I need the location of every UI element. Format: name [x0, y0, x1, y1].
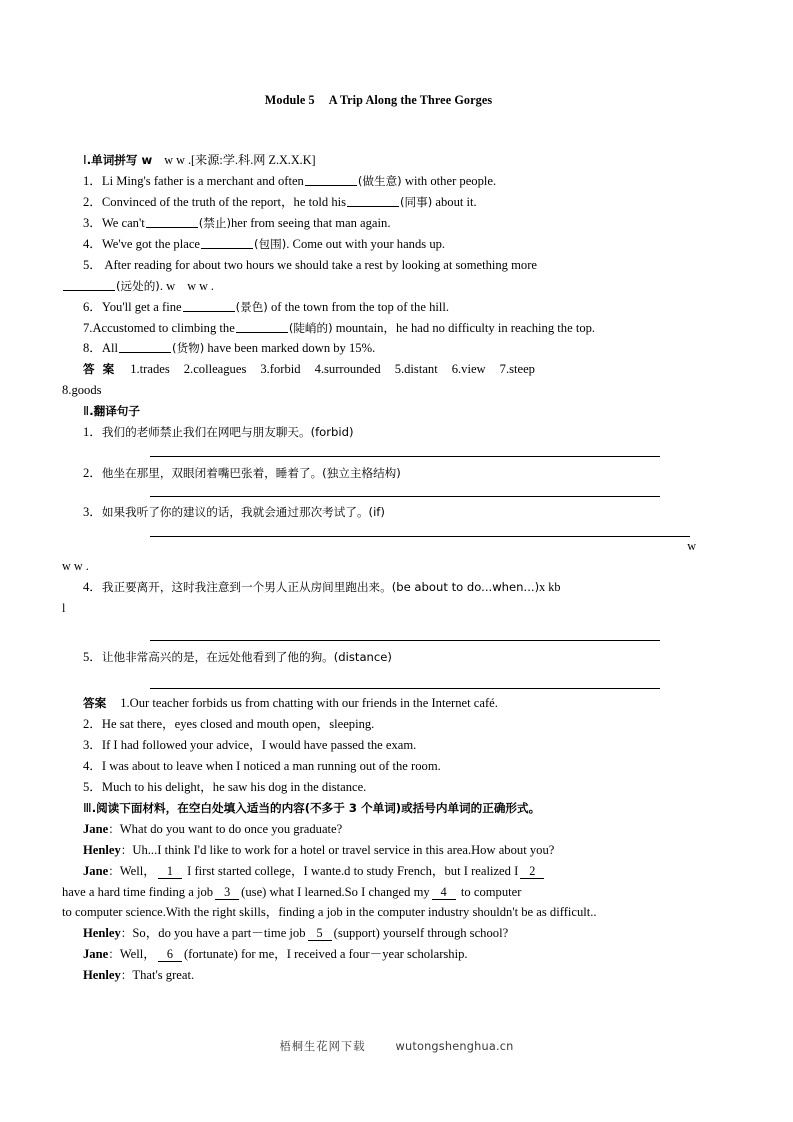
- dialog-line-1: [62, 819, 695, 840]
- section-3-numeral: Ⅲ: [83, 800, 92, 815]
- item-number: 2．: [83, 465, 102, 480]
- translate-item-2: [62, 463, 695, 484]
- dialog-text: Uh...I think I'd like to work for a hotel or travel service in this area.How about you?: [132, 842, 555, 857]
- section-1-heading: [62, 150, 695, 171]
- item-text-pre: All: [101, 341, 118, 356]
- item-hint: (做生意): [357, 174, 402, 189]
- section-3-label: .阅读下面材料，在空白处填入适当的内容(不多于 3 个单词)或括号内单词的正确形式。: [91, 800, 541, 815]
- title-topic: A Trip Along the Three Gorges: [328, 93, 493, 107]
- translate-item-5: [62, 647, 695, 668]
- item-text-post: mountain，he had no difficulty in reaching the top.: [335, 320, 596, 335]
- fill-blank[interactable]: [119, 341, 171, 353]
- item-number: 5．: [83, 650, 102, 665]
- answer-item: 4.surrounded: [314, 362, 381, 377]
- answer-item: 1.Our teacher forbids us from chatting with our friends in the Internet café.: [120, 696, 498, 711]
- item-text-pre: After reading for about two hours we should take a rest by looking at something more: [104, 257, 537, 272]
- answer-rule-row-3: [62, 536, 695, 556]
- speaker-name: Henley: [83, 968, 121, 983]
- watermark-fragment-3: w: [687, 538, 696, 553]
- item-number: 3．: [83, 215, 102, 230]
- item-number: 1．: [83, 425, 102, 440]
- spelling-item-3: [62, 213, 695, 234]
- item-number: 7.: [83, 320, 93, 335]
- section-1-answers-cont: [62, 380, 695, 401]
- spelling-item-5: [62, 255, 695, 276]
- spelling-item-8: [62, 338, 695, 359]
- footer-site-name: 梧桐生花网下载: [279, 1040, 366, 1053]
- dialog-seg: Well，: [119, 863, 156, 878]
- answer-rule[interactable]: [150, 536, 690, 537]
- answer-item: 6.view: [451, 362, 486, 377]
- speaker-name: Jane: [83, 863, 109, 878]
- item-number: 4．: [83, 236, 102, 251]
- dialog-line-5: [62, 944, 695, 965]
- item-hint: (包围): [254, 236, 287, 251]
- dialog-seg: (fortunate) for me，I received a four－year scholarship.: [183, 947, 468, 962]
- dialog-seg: Well，: [119, 947, 156, 962]
- dialog-line-3-cont-b: [62, 902, 695, 923]
- item-hint: (同事): [400, 195, 433, 210]
- item-number: 5．: [83, 257, 102, 272]
- fill-blank[interactable]: [305, 174, 357, 186]
- spelling-item-1: [62, 171, 695, 192]
- item-text-post: . Come out with your hands up.: [286, 236, 446, 251]
- speaker-sep: ：: [108, 821, 120, 836]
- page-title: [62, 93, 695, 108]
- answer-item: 8.goods: [62, 383, 102, 398]
- item-number: 2．: [83, 195, 102, 210]
- item-hint: (远处的): [116, 278, 160, 293]
- section-1-numeral: Ⅰ: [83, 153, 87, 168]
- numbered-blank-5[interactable]: 5: [308, 927, 332, 941]
- item-text: 他坐在那里，双眼闭着嘴巴张着，睡着了。(独立主格结构): [101, 465, 401, 480]
- fill-blank[interactable]: [63, 279, 115, 291]
- watermark-fragment-5: x kb: [539, 579, 561, 594]
- answer-label: 答案: [83, 696, 107, 711]
- numbered-blank-6[interactable]: 6: [158, 948, 182, 962]
- title-module: Module 5: [264, 93, 315, 107]
- section-3-heading: [62, 798, 695, 819]
- fill-blank[interactable]: [146, 216, 198, 228]
- watermark-line-3: [62, 556, 695, 577]
- dialog-text: What do you want to do once you graduate?: [119, 821, 343, 836]
- item-text: 让他非常高兴的是，在远处他看到了他的狗。(distance): [101, 650, 392, 665]
- answer-item: 4．I was about to leave when I noticed a man running out of the room.: [83, 759, 441, 774]
- watermark-fragment-1: w w .[来源:学.科.网 Z.X.X.K]: [164, 153, 316, 168]
- answer-item: 3.forbid: [260, 362, 301, 377]
- spelling-item-2: [62, 192, 695, 213]
- item-text-pre: You'll get a fine: [101, 299, 182, 314]
- spelling-item-4: [62, 234, 695, 255]
- numbered-blank-1[interactable]: 1: [158, 865, 182, 879]
- speaker-name: Jane: [83, 821, 109, 836]
- answer-rule[interactable]: [150, 456, 660, 457]
- translate-item-4: [62, 577, 695, 598]
- item-text-post: have been marked down by 15%.: [207, 341, 376, 356]
- answer-item: 5.distant: [394, 362, 438, 377]
- spelling-item-6: [62, 297, 695, 318]
- dialog-line-2: [62, 840, 695, 861]
- speaker-sep: ：: [120, 926, 133, 941]
- dialog-text: That's great.: [132, 968, 195, 983]
- section-2-answer-1: [62, 693, 695, 714]
- worksheet-body: [62, 150, 695, 986]
- answer-rule[interactable]: [150, 688, 660, 689]
- translate-item-3: [62, 502, 695, 523]
- item-text-pre: Accustomed to climbing the: [92, 320, 235, 335]
- dialog-line-3-cont-a: [62, 882, 695, 903]
- watermark-line-4: [62, 598, 695, 619]
- item-number: 6．: [83, 299, 102, 314]
- item-number: 3．: [83, 504, 102, 519]
- speaker-name: Henley: [83, 926, 121, 941]
- item-number: 8．: [83, 341, 102, 356]
- answer-item: 3．If I had followed your advice，I would have passed the exam.: [83, 738, 417, 753]
- answer-item: 2.colleagues: [183, 362, 247, 377]
- page-footer: [0, 1038, 793, 1054]
- item-number: 4．: [83, 579, 102, 594]
- fill-blank[interactable]: [201, 237, 253, 249]
- item-number: 1．: [83, 174, 102, 189]
- dialog-seg: So，do you have a part－time job: [132, 926, 306, 941]
- dialog-seg: to computer science.With the right skills，finding a job in the computer industry shouldn't be as difficult..: [62, 905, 597, 920]
- item-text: 如果我听了你的建议的话，我就会通过那次考试了。(if): [101, 504, 385, 519]
- watermark-fragment-2: w w .: [187, 278, 214, 293]
- answer-label: 答 案: [83, 362, 117, 377]
- speaker-name: Jane: [83, 947, 109, 962]
- dialog-seg: (support) yourself through school?: [333, 926, 509, 941]
- item-text-post: about it.: [435, 195, 477, 210]
- numbered-blank-2[interactable]: 2: [520, 865, 544, 879]
- dialog-seg: (use) what I learned.So I changed my: [241, 884, 430, 899]
- section-2-answer-4: [62, 756, 695, 777]
- spelling-item-5-cont: [62, 276, 695, 297]
- item-text-pre: We've got the place: [101, 236, 201, 251]
- item-text-post: . w: [159, 278, 176, 293]
- section-1-label: .单词拼写 w: [86, 153, 153, 168]
- numbered-blank-4[interactable]: 4: [432, 886, 456, 900]
- item-text-post: her from seeing that man again.: [231, 215, 391, 230]
- item-text-pre: Convinced of the truth of the report，he told his: [101, 195, 347, 210]
- dialog-seg: have a hard time finding a job: [62, 884, 214, 899]
- section-2-heading: [62, 401, 695, 422]
- dialog-seg: I first started college，I wante.d to study French，but I realized I: [187, 863, 519, 878]
- answer-rule[interactable]: [150, 496, 660, 497]
- item-hint: (景色): [235, 299, 268, 314]
- speaker-sep: ：: [120, 968, 133, 983]
- answer-item: 7.steep: [499, 362, 535, 377]
- spelling-item-7: [62, 318, 695, 339]
- item-text-post: with other people.: [404, 174, 497, 189]
- item-text: 我正要离开，这时我注意到一个男人正从房间里跑出来。(be about to do...when...): [101, 579, 540, 594]
- fill-blank[interactable]: [183, 300, 235, 312]
- answer-item: 2．He sat there，eyes closed and mouth open，sleeping.: [83, 717, 375, 732]
- dialog-line-3: [62, 861, 695, 882]
- speaker-sep: ：: [120, 842, 133, 857]
- dialog-line-4: [62, 923, 695, 944]
- translate-item-1: [62, 422, 695, 443]
- item-text-pre: Li Ming's father is a merchant and often: [101, 174, 304, 189]
- speaker-sep: ：: [108, 947, 120, 962]
- section-2-answer-2: [62, 714, 695, 735]
- item-text-pre: We can't: [101, 215, 145, 230]
- item-hint: (陡峭的): [288, 320, 333, 335]
- speaker-sep: ：: [108, 863, 120, 878]
- section-2-answer-3: [62, 735, 695, 756]
- item-text: 我们的老师禁止我们在网吧与朋友聊天。(forbid): [101, 425, 354, 440]
- fill-blank[interactable]: [236, 321, 288, 333]
- section-1-answers: [62, 359, 695, 380]
- item-hint: (货物): [171, 341, 205, 356]
- watermark-fragment-4: w w .: [62, 558, 89, 573]
- section-2-answer-5: [62, 777, 695, 798]
- section-2-label: .翻译句子: [89, 404, 140, 419]
- watermark-fragment-6: l: [62, 600, 66, 615]
- item-hint: (禁止): [198, 215, 231, 230]
- footer-site-url: wutongshenghua.cn: [395, 1040, 514, 1053]
- numbered-blank-3[interactable]: 3: [215, 886, 239, 900]
- answer-rule[interactable]: [150, 640, 660, 641]
- dialog-seg-tail: to computer: [460, 884, 522, 899]
- answer-item: 5．Much to his delight，he saw his dog in the distance.: [83, 780, 367, 794]
- speaker-name: Henley: [83, 842, 121, 857]
- item-text-post: of the town from the top of the hill.: [270, 299, 450, 314]
- fill-blank[interactable]: [347, 195, 399, 207]
- dialog-line-6: [62, 965, 695, 986]
- section-2-numeral: Ⅱ: [83, 404, 90, 419]
- answer-item: 1.trades: [130, 362, 170, 377]
